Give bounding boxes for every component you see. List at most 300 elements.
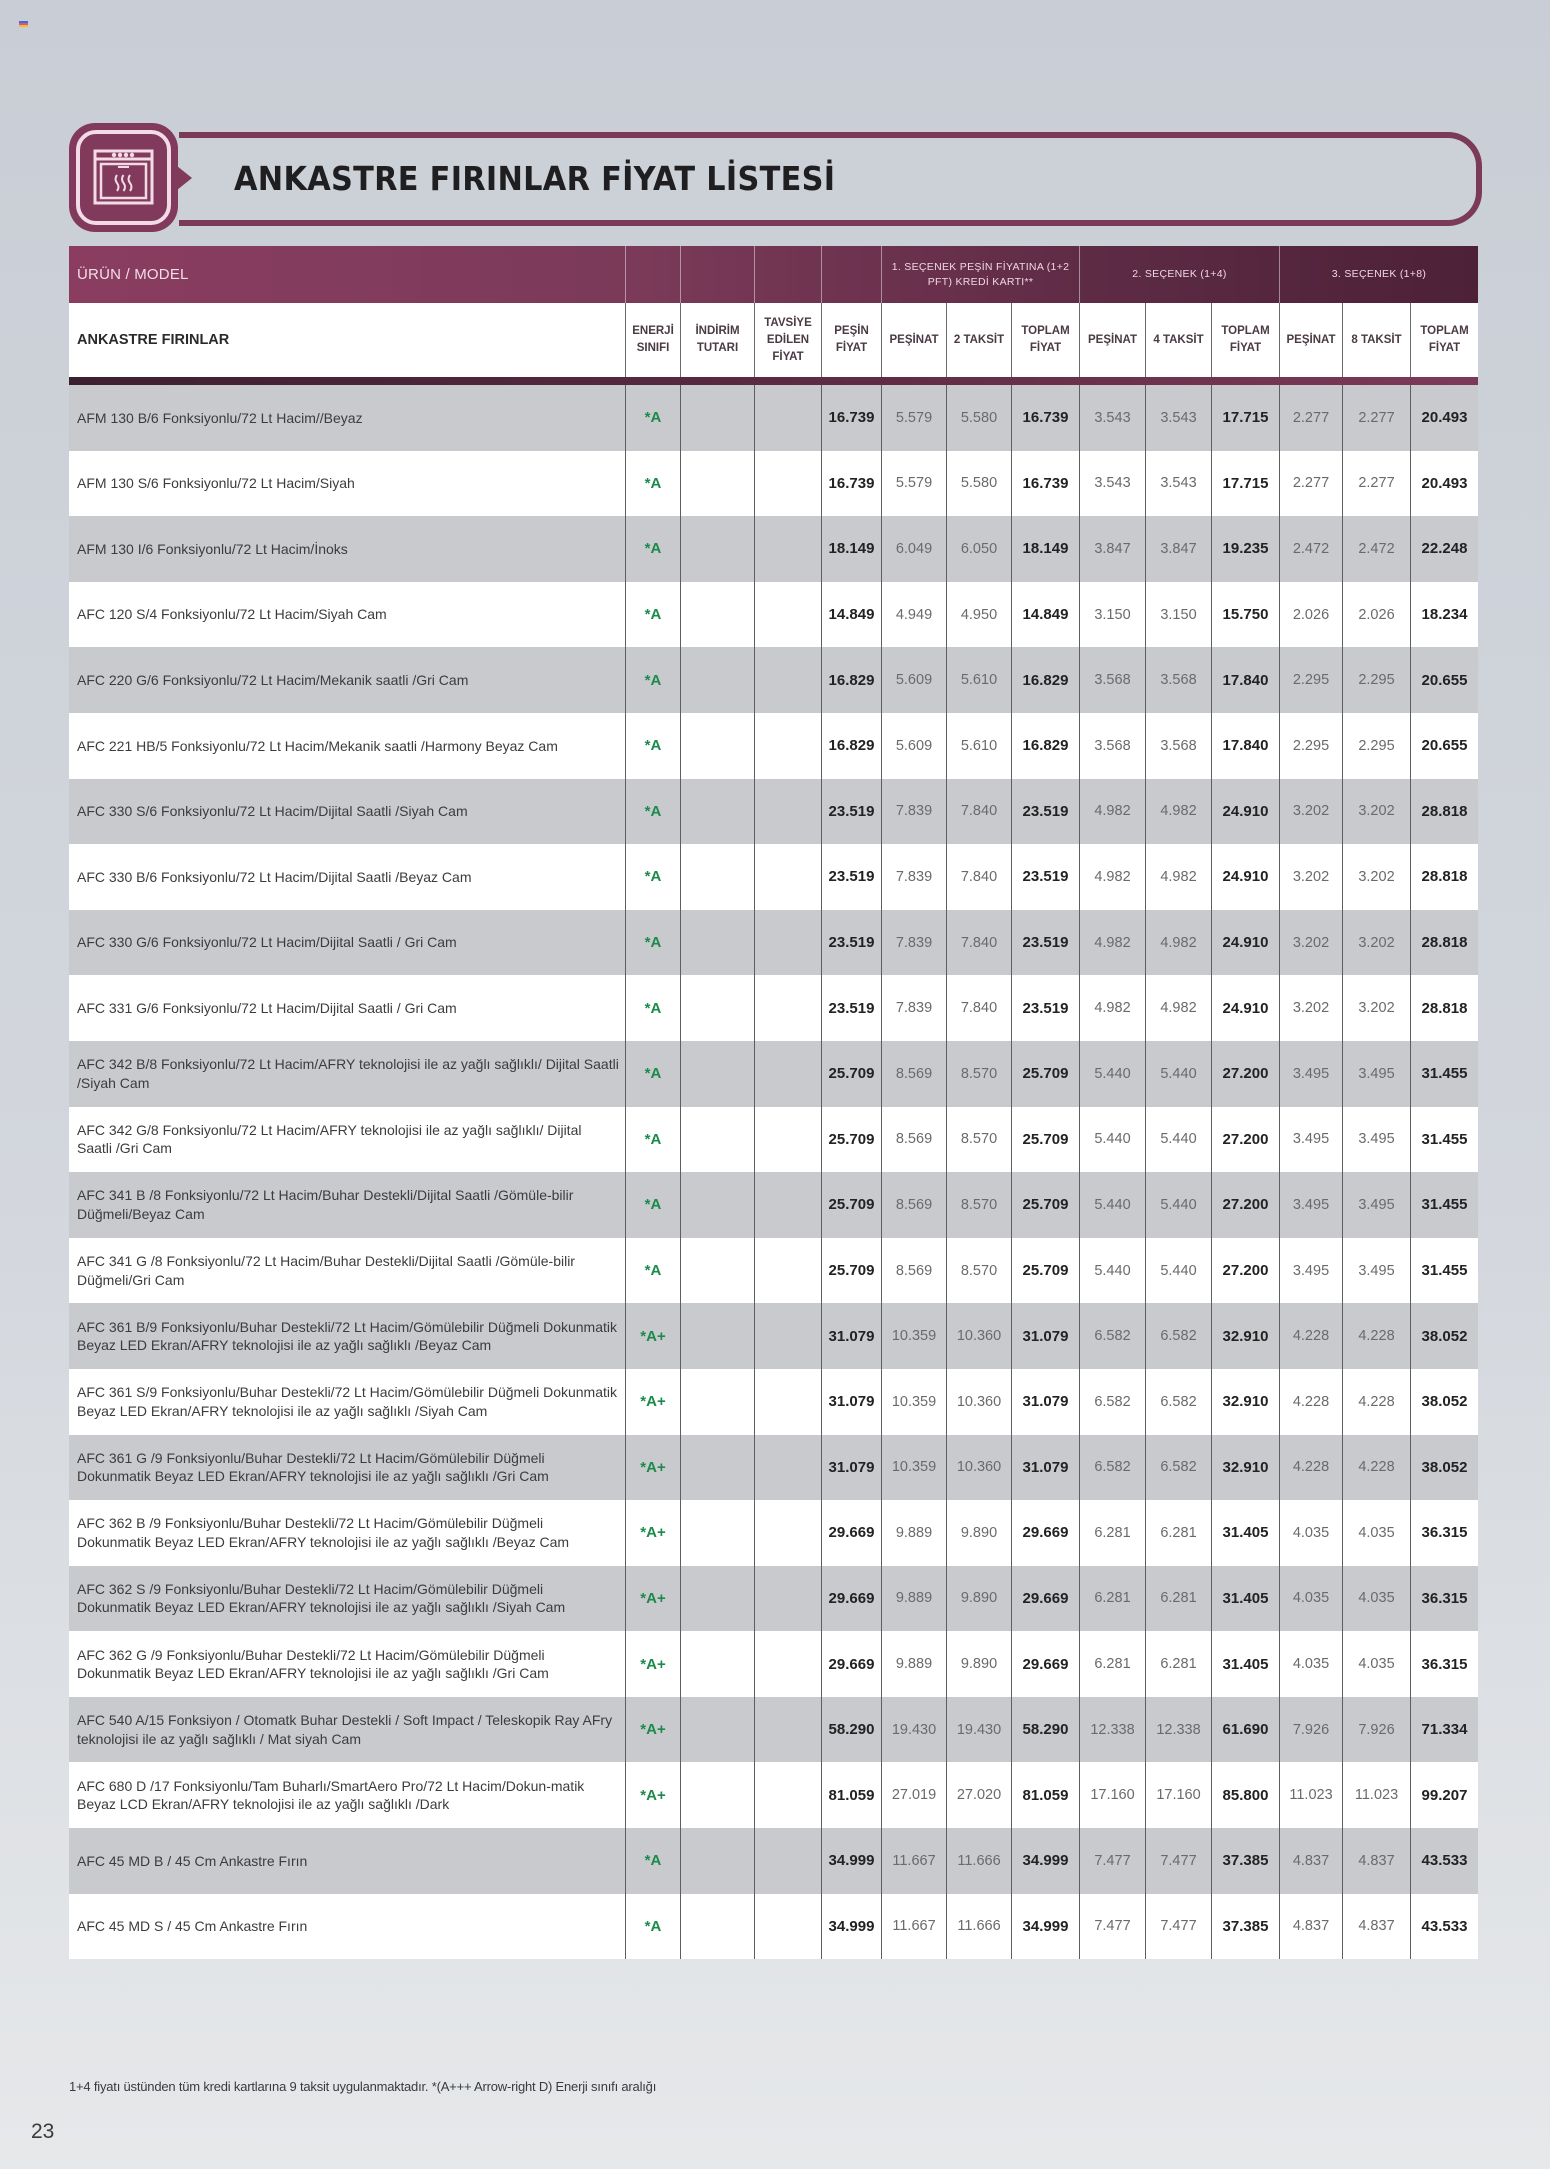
cash-price-cell: 16.739 bbox=[822, 451, 882, 517]
opt2-total-cell: 24.910 bbox=[1212, 975, 1280, 1041]
footnote: 1+4 fiyatı üstünden tüm kredi kartlarına 9 taksit uygulanmaktadır. *(A+++ Arrow-right D) Enerji sınıfı aralığı bbox=[69, 2079, 657, 2094]
recommended-price-cell bbox=[755, 647, 822, 713]
title-banner bbox=[69, 123, 1482, 234]
opt1-downpayment-cell: 7.839 bbox=[882, 779, 947, 845]
energy-class-cell: *A bbox=[626, 516, 681, 582]
opt2-downpayment-cell: 4.982 bbox=[1080, 779, 1146, 845]
opt1-downpayment-cell: 7.839 bbox=[882, 975, 947, 1041]
table-row bbox=[69, 910, 1478, 976]
recommended-price-cell bbox=[755, 1566, 822, 1632]
opt3-downpayment-cell: 2.295 bbox=[1280, 647, 1343, 713]
opt1-downpayment-cell: 9.889 bbox=[882, 1500, 947, 1566]
opt1-total-cell: 29.669 bbox=[1012, 1500, 1080, 1566]
recommended-price-cell bbox=[755, 1762, 822, 1828]
table-row bbox=[69, 647, 1478, 713]
opt1-downpayment-cell: 8.569 bbox=[882, 1041, 947, 1107]
energy-class-cell: *A+ bbox=[626, 1762, 681, 1828]
table-row bbox=[69, 844, 1478, 910]
product-model-cell: AFM 130 B/6 Fonksiyonlu/72 Lt Hacim//Beyaz bbox=[69, 385, 626, 451]
opt2-total-cell: 24.910 bbox=[1212, 910, 1280, 976]
opt1-total-cell: 23.519 bbox=[1012, 910, 1080, 976]
opt1-downpayment-cell: 6.049 bbox=[882, 516, 947, 582]
product-model-cell: AFC 45 MD S / 45 Cm Ankastre Fırın bbox=[69, 1894, 626, 1960]
opt2-total-cell: 31.405 bbox=[1212, 1500, 1280, 1566]
opt1-downpayment-cell: 7.839 bbox=[882, 910, 947, 976]
cash-price-cell: 25.709 bbox=[822, 1238, 882, 1304]
opt3-installment-cell: 3.495 bbox=[1343, 1041, 1411, 1107]
table-row bbox=[69, 1894, 1478, 1960]
opt1-installment-cell: 19.430 bbox=[947, 1697, 1012, 1763]
product-model-cell: AFC 221 HB/5 Fonksiyonlu/72 Lt Hacim/Mekanik saatli /Harmony Beyaz Cam bbox=[69, 713, 626, 779]
opt2-total-cell: 17.715 bbox=[1212, 451, 1280, 517]
recommended-price-cell bbox=[755, 1041, 822, 1107]
opt2-total-cell: 27.200 bbox=[1212, 1107, 1280, 1173]
discount-cell bbox=[681, 1041, 755, 1107]
energy-class-cell: *A bbox=[626, 1107, 681, 1173]
opt1-installment-cell: 8.570 bbox=[947, 1041, 1012, 1107]
discount-cell bbox=[681, 1697, 755, 1763]
cash-price-cell: 25.709 bbox=[822, 1107, 882, 1173]
opt1-downpayment-cell: 11.667 bbox=[882, 1894, 947, 1960]
opt1-installment-cell: 11.666 bbox=[947, 1828, 1012, 1894]
opt3-installment-cell: 3.202 bbox=[1343, 779, 1411, 845]
energy-class-cell: *A bbox=[626, 910, 681, 976]
opt2-installment-cell: 6.582 bbox=[1146, 1435, 1212, 1501]
opt3-total-cell: 20.493 bbox=[1421, 474, 1468, 492]
opt1-downpayment-cell: 8.569 bbox=[882, 1172, 947, 1238]
table-row bbox=[69, 1303, 1478, 1369]
discount-cell bbox=[681, 451, 755, 517]
opt1-installment-cell: 8.570 bbox=[947, 1238, 1012, 1304]
recommended-price-cell bbox=[755, 1369, 822, 1435]
opt3-downpayment-cell: 2.472 bbox=[1280, 516, 1343, 582]
opt1-downpayment-cell: 5.579 bbox=[882, 385, 947, 451]
opt2-installment-cell: 4.982 bbox=[1146, 910, 1212, 976]
option-2-group-label: 2. SEÇENEK (1+4) bbox=[1080, 246, 1280, 303]
table-row bbox=[69, 1041, 1478, 1107]
table-row bbox=[69, 1697, 1478, 1763]
recommended-price-cell bbox=[755, 1828, 822, 1894]
opt3-installment-cell: 2.026 bbox=[1343, 582, 1411, 648]
table-row bbox=[69, 385, 1478, 451]
opt2-installment-cell: 3.543 bbox=[1146, 385, 1212, 451]
opt3-installment-cell: 3.202 bbox=[1343, 975, 1411, 1041]
discount-cell bbox=[681, 844, 755, 910]
opt2-total-cell: 27.200 bbox=[1212, 1172, 1280, 1238]
opt3-total-cell: 31.455 bbox=[1421, 1196, 1468, 1214]
opt1-total-cell: 31.079 bbox=[1012, 1369, 1080, 1435]
opt1-downpayment-cell: 5.609 bbox=[882, 647, 947, 713]
opt2-downpayment-cell: 4.982 bbox=[1080, 844, 1146, 910]
energy-class-cell: *A+ bbox=[626, 1435, 681, 1501]
opt1-installment-cell: 5.580 bbox=[947, 451, 1012, 517]
opt1-downpayment-cell: 5.579 bbox=[882, 451, 947, 517]
recommended-price-cell bbox=[755, 1238, 822, 1304]
opt2-downpayment-cell: 6.281 bbox=[1080, 1566, 1146, 1632]
table-row bbox=[69, 1566, 1478, 1632]
energy-class-cell: *A bbox=[626, 844, 681, 910]
recommended-price-cell bbox=[755, 910, 822, 976]
product-model-cell: AFC 362 B /9 Fonksiyonlu/Buhar Destekli/72 Lt Hacim/Gömülebilir Düğmeli Dokunmatik Beyaz LED Ekran/AFRY teknolojisi ile az yağlı sağlıklı /Beyaz Cam bbox=[69, 1500, 626, 1566]
opt2-downpayment-cell: 3.543 bbox=[1080, 385, 1146, 451]
table-row bbox=[69, 1828, 1478, 1894]
opt1-installment-cell: 9.890 bbox=[947, 1500, 1012, 1566]
opt3-installment-cell: 3.202 bbox=[1343, 844, 1411, 910]
recommended-price-cell bbox=[755, 1894, 822, 1960]
product-model-cell: AFC 342 B/8 Fonksiyonlu/72 Lt Hacim/AFRY teknolojisi ile az yağlı sağlıklı/ Dijital Saatli /Siyah Cam bbox=[69, 1041, 626, 1107]
cash-price-cell: 16.829 bbox=[822, 713, 882, 779]
opt3-installment-cell: 2.295 bbox=[1343, 713, 1411, 779]
opt3-downpayment-cell: 3.202 bbox=[1280, 779, 1343, 845]
cash-price-cell: 16.739 bbox=[822, 385, 882, 451]
recommended-price-cell bbox=[755, 516, 822, 582]
col-discount: İNDİRİM TUTARI bbox=[681, 303, 755, 377]
opt2-downpayment-cell: 17.160 bbox=[1080, 1762, 1146, 1828]
recommended-price-cell bbox=[755, 1435, 822, 1501]
product-model-cell: AFC 330 G/6 Fonksiyonlu/72 Lt Hacim/Dijital Saatli / Gri Cam bbox=[69, 910, 626, 976]
opt1-total-cell: 23.519 bbox=[1012, 779, 1080, 845]
recommended-price-cell bbox=[755, 451, 822, 517]
option-3-group-label: 3. SEÇENEK (1+8) bbox=[1331, 268, 1427, 280]
cash-price-cell: 34.999 bbox=[822, 1828, 882, 1894]
energy-class-cell: *A+ bbox=[626, 1566, 681, 1632]
table-row bbox=[69, 1172, 1478, 1238]
opt3-downpayment-cell: 4.035 bbox=[1280, 1631, 1343, 1697]
opt2-installment-cell: 3.150 bbox=[1146, 582, 1212, 648]
opt3-downpayment-cell: 3.202 bbox=[1280, 975, 1343, 1041]
opt2-installment-cell: 5.440 bbox=[1146, 1107, 1212, 1173]
opt1-total-cell: 14.849 bbox=[1012, 582, 1080, 648]
cash-price-cell: 23.519 bbox=[822, 910, 882, 976]
energy-class-cell: *A bbox=[626, 647, 681, 713]
opt3-total-cell: 38.052 bbox=[1421, 1393, 1468, 1411]
opt1-total-cell: 29.669 bbox=[1012, 1631, 1080, 1697]
opt3-total-cell: 99.207 bbox=[1421, 1786, 1468, 1804]
col-opt1-downpayment: PEŞİNAT bbox=[882, 303, 947, 377]
energy-class-cell: *A+ bbox=[626, 1303, 681, 1369]
discount-cell bbox=[681, 1500, 755, 1566]
oven-icon-badge bbox=[69, 123, 178, 232]
recommended-price-cell bbox=[755, 1697, 822, 1763]
opt2-total-cell: 32.910 bbox=[1212, 1303, 1280, 1369]
opt1-downpayment-cell: 19.430 bbox=[882, 1697, 947, 1763]
opt1-total-cell: 25.709 bbox=[1012, 1238, 1080, 1304]
opt3-downpayment-cell: 4.228 bbox=[1280, 1303, 1343, 1369]
opt3-total-cell: 28.818 bbox=[1421, 868, 1468, 886]
opt1-downpayment-cell: 10.359 bbox=[882, 1435, 947, 1501]
opt3-total-cell: 43.533 bbox=[1421, 1917, 1468, 1935]
opt3-total-cell: 28.818 bbox=[1421, 802, 1468, 820]
opt2-downpayment-cell: 6.582 bbox=[1080, 1303, 1146, 1369]
discount-cell bbox=[681, 1435, 755, 1501]
opt3-installment-cell: 4.228 bbox=[1343, 1369, 1411, 1435]
table-row bbox=[69, 713, 1478, 779]
product-model-cell: AFC 330 B/6 Fonksiyonlu/72 Lt Hacim/Dijital Saatli /Beyaz Cam bbox=[69, 844, 626, 910]
page-number: 23 bbox=[31, 2120, 55, 2143]
opt3-downpayment-cell: 3.495 bbox=[1280, 1172, 1343, 1238]
table-body bbox=[69, 385, 1478, 1959]
price-table bbox=[69, 246, 1478, 1959]
discount-cell bbox=[681, 1894, 755, 1960]
opt2-downpayment-cell: 3.568 bbox=[1080, 713, 1146, 779]
col-opt2-installment: 4 TAKSİT bbox=[1146, 303, 1212, 377]
discount-cell bbox=[681, 516, 755, 582]
opt1-installment-cell: 6.050 bbox=[947, 516, 1012, 582]
opt3-installment-cell: 4.228 bbox=[1343, 1435, 1411, 1501]
opt2-downpayment-cell: 7.477 bbox=[1080, 1828, 1146, 1894]
product-model-cell: AFM 130 S/6 Fonksiyonlu/72 Lt Hacim/Siyah bbox=[69, 451, 626, 517]
discount-cell bbox=[681, 1631, 755, 1697]
cash-price-cell: 81.059 bbox=[822, 1762, 882, 1828]
opt2-installment-cell: 6.281 bbox=[1146, 1566, 1212, 1632]
product-model-cell: AFC 361 S/9 Fonksiyonlu/Buhar Destekli/72 Lt Hacim/Gömülebilir Düğmeli Dokunmatik Beyaz LED Ekran/AFRY teknolojisi ile az yağlı sağlıklı /Siyah Cam bbox=[69, 1369, 626, 1435]
cash-price-cell: 25.709 bbox=[822, 1172, 882, 1238]
opt1-total-cell: 25.709 bbox=[1012, 1041, 1080, 1107]
opt2-total-cell: 17.840 bbox=[1212, 647, 1280, 713]
col-opt2-total: TOPLAM FİYAT bbox=[1212, 303, 1280, 377]
opt2-installment-cell: 6.582 bbox=[1146, 1303, 1212, 1369]
opt1-downpayment-cell: 9.889 bbox=[882, 1631, 947, 1697]
product-model-cell: AFC 330 S/6 Fonksiyonlu/72 Lt Hacim/Dijital Saatli /Siyah Cam bbox=[69, 779, 626, 845]
discount-cell bbox=[681, 1107, 755, 1173]
table-row bbox=[69, 1107, 1478, 1173]
opt3-installment-cell: 2.295 bbox=[1343, 647, 1411, 713]
opt1-installment-cell: 10.360 bbox=[947, 1369, 1012, 1435]
discount-cell bbox=[681, 1566, 755, 1632]
opt1-installment-cell: 5.610 bbox=[947, 647, 1012, 713]
opt1-downpayment-cell: 11.667 bbox=[882, 1828, 947, 1894]
opt3-installment-cell: 3.202 bbox=[1343, 910, 1411, 976]
opt2-downpayment-cell: 7.477 bbox=[1080, 1894, 1146, 1960]
opt2-downpayment-cell: 3.543 bbox=[1080, 451, 1146, 517]
table-row bbox=[69, 1435, 1478, 1501]
opt1-total-cell: 31.079 bbox=[1012, 1303, 1080, 1369]
opt2-total-cell: 37.385 bbox=[1212, 1828, 1280, 1894]
opt3-installment-cell: 4.035 bbox=[1343, 1631, 1411, 1697]
opt3-total-cell: 22.248 bbox=[1421, 540, 1468, 558]
opt3-installment-cell: 4.837 bbox=[1343, 1828, 1411, 1894]
opt1-installment-cell: 9.890 bbox=[947, 1631, 1012, 1697]
recommended-price-cell bbox=[755, 975, 822, 1041]
opt3-total-cell: 20.655 bbox=[1421, 737, 1468, 755]
opt3-downpayment-cell: 4.228 bbox=[1280, 1369, 1343, 1435]
table-top-header bbox=[69, 246, 1478, 303]
opt2-total-cell: 61.690 bbox=[1212, 1697, 1280, 1763]
col-opt2-downpayment: PEŞİNAT bbox=[1080, 303, 1146, 377]
opt1-downpayment-cell: 5.609 bbox=[882, 713, 947, 779]
opt1-downpayment-cell: 8.569 bbox=[882, 1107, 947, 1173]
discount-cell bbox=[681, 779, 755, 845]
opt2-downpayment-cell: 6.582 bbox=[1080, 1369, 1146, 1435]
oven-icon bbox=[87, 141, 160, 214]
opt3-downpayment-cell: 3.495 bbox=[1280, 1238, 1343, 1304]
col-opt3-downpayment: PEŞİNAT bbox=[1280, 303, 1343, 377]
col-recommended-price: TAVSİYE EDİLEN FİYAT bbox=[755, 303, 822, 377]
product-model-cell: AFC 220 G/6 Fonksiyonlu/72 Lt Hacim/Mekanik saatli /Gri Cam bbox=[69, 647, 626, 713]
option-1-group-label: 1. SEÇENEK PEŞİN FİYATINA (1+2 PFT) KREDİ KARTI** bbox=[882, 246, 1080, 303]
opt3-installment-cell: 3.495 bbox=[1343, 1172, 1411, 1238]
opt3-total-cell: 20.655 bbox=[1421, 671, 1468, 689]
cash-price-cell: 29.669 bbox=[822, 1631, 882, 1697]
discount-cell bbox=[681, 1238, 755, 1304]
opt2-total-cell: 85.800 bbox=[1212, 1762, 1280, 1828]
product-model-cell: AFC 331 G/6 Fonksiyonlu/72 Lt Hacim/Dijital Saatli / Gri Cam bbox=[69, 975, 626, 1041]
energy-class-cell: *A+ bbox=[626, 1500, 681, 1566]
discount-cell bbox=[681, 1172, 755, 1238]
opt3-installment-cell: 3.495 bbox=[1343, 1107, 1411, 1173]
energy-class-cell: *A+ bbox=[626, 1697, 681, 1763]
opt2-total-cell: 32.910 bbox=[1212, 1369, 1280, 1435]
opt1-total-cell: 31.079 bbox=[1012, 1435, 1080, 1501]
cash-price-cell: 58.290 bbox=[822, 1697, 882, 1763]
opt1-total-cell: 16.829 bbox=[1012, 647, 1080, 713]
recommended-price-cell bbox=[755, 1303, 822, 1369]
opt3-installment-cell: 2.472 bbox=[1343, 516, 1411, 582]
col-opt3-installment: 8 TAKSİT bbox=[1343, 303, 1411, 377]
recommended-price-cell bbox=[755, 1500, 822, 1566]
cash-price-cell: 25.709 bbox=[822, 1041, 882, 1107]
opt1-installment-cell: 11.666 bbox=[947, 1894, 1012, 1960]
table-row bbox=[69, 1762, 1478, 1828]
opt1-downpayment-cell: 4.949 bbox=[882, 582, 947, 648]
opt1-total-cell: 81.059 bbox=[1012, 1762, 1080, 1828]
opt1-total-cell: 58.290 bbox=[1012, 1697, 1080, 1763]
opt2-downpayment-cell: 6.281 bbox=[1080, 1500, 1146, 1566]
opt1-total-cell: 16.739 bbox=[1012, 451, 1080, 517]
opt3-installment-cell: 3.495 bbox=[1343, 1238, 1411, 1304]
opt1-installment-cell: 7.840 bbox=[947, 779, 1012, 845]
opt1-installment-cell: 7.840 bbox=[947, 975, 1012, 1041]
table-row bbox=[69, 1500, 1478, 1566]
recommended-price-cell bbox=[755, 385, 822, 451]
opt1-total-cell: 25.709 bbox=[1012, 1172, 1080, 1238]
opt1-installment-cell: 4.950 bbox=[947, 582, 1012, 648]
cash-price-cell: 14.849 bbox=[822, 582, 882, 648]
product-model-cell: AFC 361 B/9 Fonksiyonlu/Buhar Destekli/72 Lt Hacim/Gömülebilir Düğmeli Dokunmatik Beyaz LED Ekran/AFRY teknolojisi ile az yağlı sağlıklı /Beyaz Cam bbox=[69, 1303, 626, 1369]
discount-cell bbox=[681, 1828, 755, 1894]
discount-cell bbox=[681, 582, 755, 648]
opt2-total-cell: 24.910 bbox=[1212, 779, 1280, 845]
opt2-installment-cell: 4.982 bbox=[1146, 779, 1212, 845]
opt2-installment-cell: 6.281 bbox=[1146, 1631, 1212, 1697]
recommended-price-cell bbox=[755, 844, 822, 910]
col-opt3-total: TOPLAM FİYAT bbox=[1420, 325, 1469, 354]
discount-cell bbox=[681, 647, 755, 713]
opt1-downpayment-cell: 9.889 bbox=[882, 1566, 947, 1632]
energy-class-cell: *A bbox=[626, 713, 681, 779]
opt2-total-cell: 17.715 bbox=[1212, 385, 1280, 451]
opt1-downpayment-cell: 8.569 bbox=[882, 1238, 947, 1304]
product-model-cell: AFC 341 B /8 Fonksiyonlu/72 Lt Hacim/Buhar Destekli/Dijital Saatli /Gömüle-bilir Düğmeli/Beyaz Cam bbox=[69, 1172, 626, 1238]
opt3-downpayment-cell: 7.926 bbox=[1280, 1697, 1343, 1763]
opt1-installment-cell: 7.840 bbox=[947, 844, 1012, 910]
opt3-installment-cell: 2.277 bbox=[1343, 451, 1411, 517]
opt2-downpayment-cell: 6.281 bbox=[1080, 1631, 1146, 1697]
product-model-cell: AFC 120 S/4 Fonksiyonlu/72 Lt Hacim/Siyah Cam bbox=[69, 582, 626, 648]
page-title: ANKASTRE FIRINLAR FİYAT LİSTESİ bbox=[234, 159, 836, 198]
opt1-downpayment-cell: 7.839 bbox=[882, 844, 947, 910]
opt3-installment-cell: 7.926 bbox=[1343, 1697, 1411, 1763]
cash-price-cell: 31.079 bbox=[822, 1303, 882, 1369]
opt1-total-cell: 16.739 bbox=[1012, 385, 1080, 451]
opt3-downpayment-cell: 2.026 bbox=[1280, 582, 1343, 648]
category-label: ANKASTRE FIRINLAR bbox=[69, 303, 626, 377]
opt2-downpayment-cell: 5.440 bbox=[1080, 1107, 1146, 1173]
opt3-total-cell: 31.455 bbox=[1421, 1262, 1468, 1280]
opt2-total-cell: 27.200 bbox=[1212, 1041, 1280, 1107]
product-model-cell: AFC 540 A/15 Fonksiyon / Otomatk Buhar Destekli / Soft Impact / Teleskopik Ray AFry teknolojisi ile az yağlı sağlıklı / Mat siyah Cam bbox=[69, 1697, 626, 1763]
opt2-installment-cell: 12.338 bbox=[1146, 1697, 1212, 1763]
discount-cell bbox=[681, 385, 755, 451]
cash-price-cell: 23.519 bbox=[822, 779, 882, 845]
table-row bbox=[69, 451, 1478, 517]
opt2-total-cell: 24.910 bbox=[1212, 844, 1280, 910]
table-row bbox=[69, 779, 1478, 845]
energy-class-cell: *A bbox=[626, 975, 681, 1041]
opt3-installment-cell: 4.837 bbox=[1343, 1894, 1411, 1960]
discount-cell bbox=[681, 713, 755, 779]
product-model-cell: AFC 362 S /9 Fonksiyonlu/Buhar Destekli/72 Lt Hacim/Gömülebilir Düğmeli Dokunmatik Beyaz LED Ekran/AFRY teknolojisi ile az yağlı sağlıklı /Siyah Cam bbox=[69, 1566, 626, 1632]
opt2-downpayment-cell: 6.582 bbox=[1080, 1435, 1146, 1501]
opt2-installment-cell: 3.543 bbox=[1146, 451, 1212, 517]
opt2-downpayment-cell: 3.568 bbox=[1080, 647, 1146, 713]
cash-price-cell: 16.829 bbox=[822, 647, 882, 713]
opt2-downpayment-cell: 3.150 bbox=[1080, 582, 1146, 648]
energy-class-cell: *A bbox=[626, 1172, 681, 1238]
col-cash-price: PEŞİN FİYAT bbox=[822, 303, 882, 377]
opt3-total-cell: 28.818 bbox=[1421, 934, 1468, 952]
opt1-total-cell: 25.709 bbox=[1012, 1107, 1080, 1173]
cash-price-cell: 18.149 bbox=[822, 516, 882, 582]
table-row bbox=[69, 1238, 1478, 1304]
table-row bbox=[69, 1369, 1478, 1435]
energy-class-cell: *A bbox=[626, 582, 681, 648]
product-model-cell: AFM 130 I/6 Fonksiyonlu/72 Lt Hacim/İnoks bbox=[69, 516, 626, 582]
opt2-downpayment-cell: 3.847 bbox=[1080, 516, 1146, 582]
opt1-installment-cell: 7.840 bbox=[947, 910, 1012, 976]
opt3-installment-cell: 2.277 bbox=[1343, 385, 1411, 451]
product-model-cell: AFC 680 D /17 Fonksiyonlu/Tam Buharlı/SmartAero Pro/72 Lt Hacim/Dokun-matik Beyaz LCD Ekran/AFRY teknolojisi ile az yağlı sağlıklı /Dark bbox=[69, 1762, 626, 1828]
opt3-downpayment-cell: 2.295 bbox=[1280, 713, 1343, 779]
opt2-downpayment-cell: 5.440 bbox=[1080, 1238, 1146, 1304]
opt3-downpayment-cell: 11.023 bbox=[1280, 1762, 1343, 1828]
col-energy-class: ENERJİ SINIFI bbox=[626, 303, 681, 377]
opt1-installment-cell: 5.610 bbox=[947, 713, 1012, 779]
opt3-downpayment-cell: 4.035 bbox=[1280, 1566, 1343, 1632]
recommended-price-cell bbox=[755, 1631, 822, 1697]
opt2-total-cell: 15.750 bbox=[1212, 582, 1280, 648]
opt3-installment-cell: 4.228 bbox=[1343, 1303, 1411, 1369]
table-row bbox=[69, 582, 1478, 648]
opt2-installment-cell: 6.281 bbox=[1146, 1500, 1212, 1566]
header-divider bbox=[69, 377, 1478, 385]
energy-class-cell: *A bbox=[626, 451, 681, 517]
opt3-total-cell: 36.315 bbox=[1421, 1589, 1468, 1607]
energy-class-cell: *A bbox=[626, 1238, 681, 1304]
opt2-installment-cell: 5.440 bbox=[1146, 1041, 1212, 1107]
opt3-total-cell: 71.334 bbox=[1421, 1721, 1468, 1739]
table-row bbox=[69, 516, 1478, 582]
discount-cell bbox=[681, 1762, 755, 1828]
opt2-installment-cell: 3.847 bbox=[1146, 516, 1212, 582]
opt2-total-cell: 32.910 bbox=[1212, 1435, 1280, 1501]
recommended-price-cell bbox=[755, 713, 822, 779]
opt3-total-cell: 18.234 bbox=[1421, 606, 1468, 624]
table-row bbox=[69, 975, 1478, 1041]
energy-class-cell: *A+ bbox=[626, 1369, 681, 1435]
product-model-cell: AFC 341 G /8 Fonksiyonlu/72 Lt Hacim/Buhar Destekli/Dijital Saatli /Gömüle-bilir Düğmeli/Gri Cam bbox=[69, 1238, 626, 1304]
col-opt1-total: TOPLAM FİYAT bbox=[1012, 303, 1080, 377]
